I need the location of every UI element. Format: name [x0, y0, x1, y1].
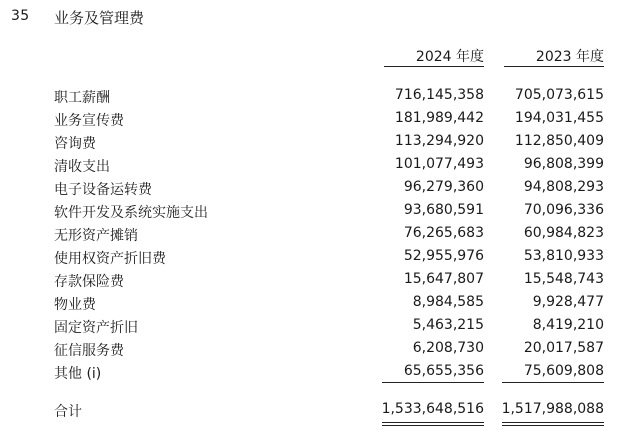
row-value-2023: 15,548,743	[523, 271, 604, 287]
row-label: 无形资产摊销	[54, 228, 138, 244]
row-value-2024: 93,680,591	[403, 202, 484, 218]
table-row	[0, 87, 640, 109]
row-value-2023: 75,609,808	[523, 363, 604, 379]
row-value-2024: 716,145,358	[394, 87, 484, 103]
row-value-2024: 6,208,730	[412, 340, 484, 356]
total-value-2024: 1,533,648,516	[381, 401, 484, 417]
row-value-2024: 65,655,356	[403, 363, 484, 379]
row-value-2023: 70,096,336	[523, 202, 604, 218]
row-value-2023: 112,850,409	[514, 133, 604, 149]
table-row	[0, 317, 640, 339]
section-header	[0, 6, 640, 28]
table-row	[0, 225, 640, 247]
table-row	[0, 133, 640, 155]
row-label: 征信服务费	[54, 343, 124, 359]
row-value-2023: 53,810,933	[523, 248, 604, 264]
row-value-2023: 94,808,293	[523, 179, 604, 195]
row-value-2024: 5,463,215	[412, 317, 484, 333]
section-number: 35	[11, 8, 30, 24]
row-value-2024: 76,265,683	[403, 225, 484, 241]
total-double-line-top-2024	[382, 422, 484, 423]
row-label: 物业费	[54, 297, 96, 313]
row-value-2024: 181,989,442	[394, 110, 484, 126]
row-value-2023: 20,017,587	[523, 340, 604, 356]
row-value-2024: 113,294,920	[394, 133, 484, 149]
row-label: 职工薪酬	[54, 90, 110, 106]
header-underline-2024	[384, 66, 484, 67]
row-label: 使用权资产折旧费	[54, 251, 166, 267]
row-label: 电子设备运转费	[54, 182, 152, 198]
row-value-2024: 52,955,976	[403, 248, 484, 264]
section-title: 业务及管理费	[54, 9, 145, 27]
row-value-2023: 194,031,455	[514, 110, 604, 126]
row-value-2023: 60,984,823	[523, 225, 604, 241]
row-value-2023: 96,808,399	[523, 156, 604, 172]
row-label: 软件开发及系统实施支出	[54, 205, 208, 221]
total-label: 合计	[54, 404, 82, 420]
header-underline-2023	[504, 66, 604, 67]
row-value-2023: 8,419,210	[532, 317, 604, 333]
row-label: 其他 (i)	[54, 366, 102, 382]
row-label: 存款保险费	[54, 274, 124, 290]
row-value-2023: 705,073,615	[514, 87, 604, 103]
subtotal-line-2023	[502, 382, 604, 383]
table-row	[0, 156, 640, 178]
row-label: 清收支出	[54, 159, 110, 175]
table-row	[0, 340, 640, 362]
table-row	[0, 179, 640, 201]
row-value-2024: 15,647,807	[403, 271, 484, 287]
table-row	[0, 294, 640, 316]
row-label: 固定资产折旧	[54, 320, 138, 336]
column-header-2024: 2024 年度	[415, 49, 484, 65]
row-label: 业务宣传费	[54, 113, 124, 129]
total-double-line-bottom-2024	[382, 425, 484, 426]
row-value-2024: 96,279,360	[403, 179, 484, 195]
row-value-2024: 101,077,493	[394, 156, 484, 172]
row-label: 咨询费	[54, 136, 96, 152]
table-row	[0, 202, 640, 224]
table-row	[0, 271, 640, 293]
table-row	[0, 248, 640, 270]
table-row	[0, 110, 640, 132]
total-double-line-bottom-2023	[502, 425, 604, 426]
total-value-2023: 1,517,988,088	[501, 401, 604, 417]
column-header-2023: 2023 年度	[535, 49, 604, 65]
row-value-2023: 9,928,477	[532, 294, 604, 310]
subtotal-line-2024	[382, 382, 484, 383]
row-value-2024: 8,984,585	[412, 294, 484, 310]
total-double-line-top-2023	[502, 422, 604, 423]
total-row	[0, 401, 640, 423]
